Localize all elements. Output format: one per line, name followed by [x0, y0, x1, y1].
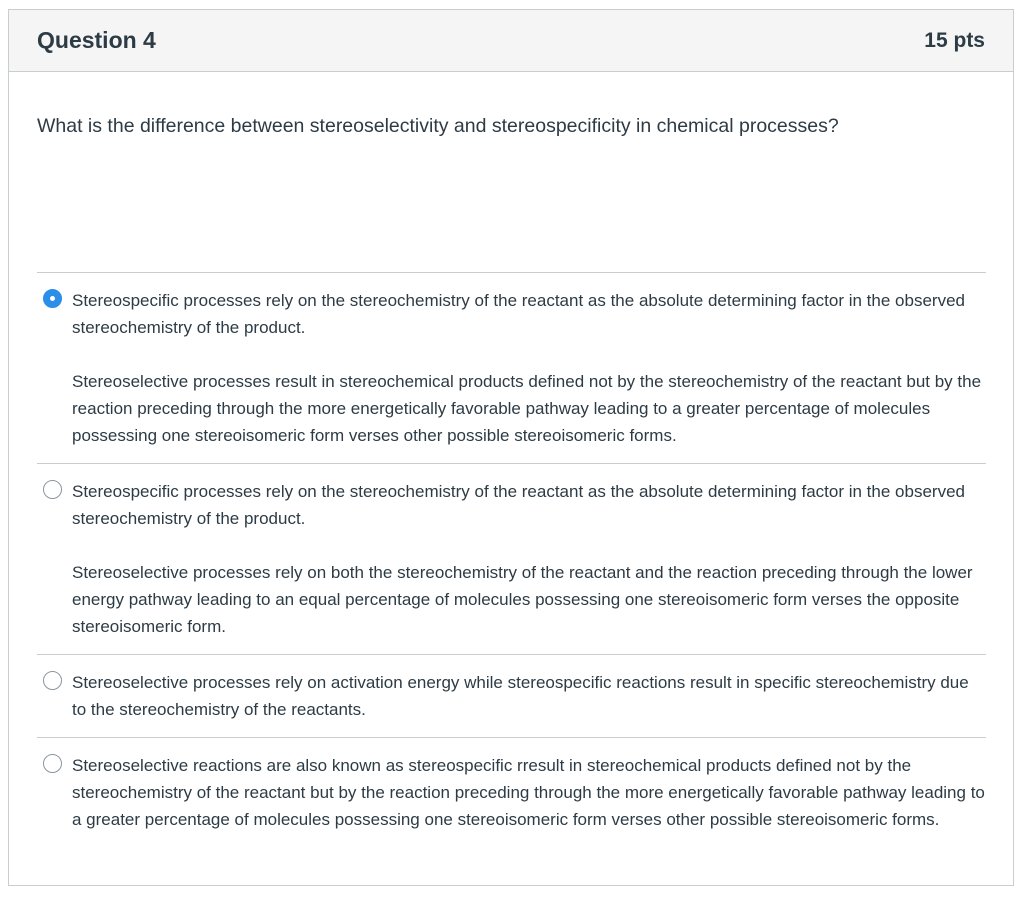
question-header	[9, 10, 1013, 72]
answer-paragraph: Stereoselective processes rely on activation energy while stereospecific reactions result in specific stereochemistry due to the stereochemistry of the reactants.	[72, 673, 969, 719]
answer-paragraph: Stereospecific processes rely on the stereochemistry of the reactant as the absolute determining factor in the observed stereochemistry of the product.	[72, 291, 965, 337]
answer-text	[72, 478, 986, 640]
radio-button[interactable]	[43, 754, 62, 773]
answer-option-4[interactable]	[37, 737, 986, 847]
answer-paragraph: Stereoselective processes rely on both the stereochemistry of the reactant and the reaction preceding through the lower energy pathway leading to an equal percentage of molecules possessing one stereoisomeric form verses the opposite stereoisomeric form.	[72, 563, 973, 636]
radio-button[interactable]	[43, 671, 62, 690]
answer-option-3[interactable]	[37, 654, 986, 737]
question-card	[8, 9, 1014, 886]
radio-button[interactable]	[43, 289, 62, 308]
answer-text	[72, 669, 986, 723]
radio-button[interactable]	[43, 480, 62, 499]
answer-list	[37, 272, 986, 847]
answer-text	[72, 752, 986, 833]
answer-text	[72, 287, 986, 449]
answer-option-1[interactable]	[37, 272, 986, 463]
answer-paragraph: Stereoselective reactions are also known as stereospecific rresult in stereochemical products defined not by the stereochemistry of the reactant but by the reaction preceding through the more energetically favorable pathway leading to a greater percentage of molecules possessing one stereoisomeric form verses other possible stereoisomeric forms.	[72, 756, 985, 829]
answer-paragraph: Stereoselective processes result in stereochemical products defined not by the stereochemistry of the reactant but by the reaction preceding through the more energetically favorable pathway leading to a greater percentage of molecules possessing one stereoisomeric form verses other possible stereoisomeric forms.	[72, 372, 982, 445]
answer-paragraph: Stereospecific processes rely on the stereochemistry of the reactant as the absolute determining factor in the observed stereochemistry of the product.	[72, 482, 965, 528]
question-points: 15 pts	[924, 28, 985, 52]
question-title: Question 4	[37, 27, 156, 53]
question-text: What is the difference between stereoselectivity and stereospecificity in chemical processes?	[37, 115, 839, 137]
answer-option-2[interactable]	[37, 463, 986, 654]
